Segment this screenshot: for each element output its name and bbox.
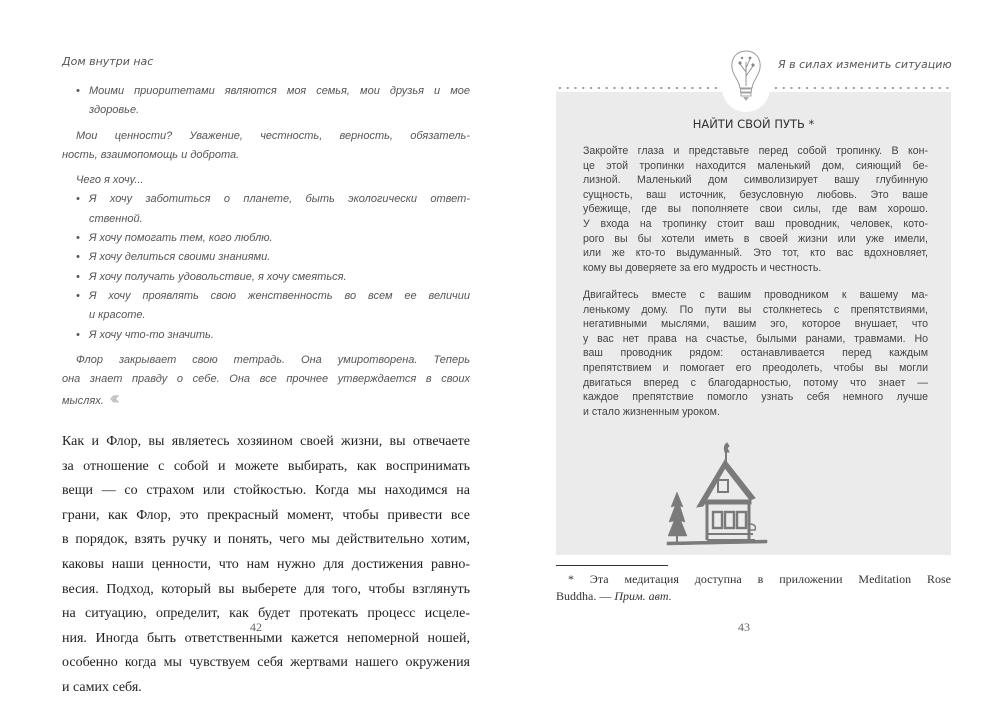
running-header-left: Дом внутри нас: [62, 55, 154, 68]
bullet-item: • Моими приоритетами являются моя семья, мои друзья и мое: [89, 82, 470, 101]
italic-line: ность, взаимопомощь и доброта.: [62, 148, 240, 161]
box-title: НАЙТИ СВОЙ ПУТЬ *: [692, 117, 815, 131]
italic-line: ственной.: [89, 212, 143, 225]
page-number-left: 42: [250, 620, 262, 634]
box-line: или же кто-то выдуманный. Это тот, кто вас вдохновляет,: [583, 247, 928, 260]
box-line: двигаться вперед с благодарностью, потому что знает —: [583, 376, 928, 389]
italic-line: и красоте.: [89, 309, 146, 322]
box-line: Закройте глаза и представьте перед собой тропинку. В кон-: [583, 145, 928, 157]
box-line: ваш проводник рядом: останавливается перед каждым: [583, 347, 928, 360]
body-line: и самих себя.: [62, 679, 142, 695]
bullet-item: • Я хочу проявлять свою женственность во всем ее величии: [89, 287, 470, 306]
box-line: у вас нет права на счастье, былыми ранами, травмами. Но: [583, 332, 928, 345]
lightbulb-plant-icon: [729, 48, 763, 104]
box-line: каждое препятствие помогло узнать себя немного лучше: [583, 391, 928, 404]
italic-line: Мои ценности? Уважение, честность, верность, обязатель-: [76, 129, 470, 142]
house-illustration: [655, 442, 775, 547]
dotted-divider-left: [556, 87, 721, 89]
box-line: сущность, ваш источник, безусловную любовь. Это ваше: [583, 188, 928, 201]
italic-line: она знает правду о себе. Она все прочнее утверждается в своих: [62, 373, 470, 386]
footnote-note: Прим. авт.: [614, 589, 672, 603]
box-line: кому вы доверяете за его мудрость и честность.: [583, 261, 822, 274]
running-header-right: Я в силах изменить ситуацию: [778, 58, 952, 71]
bullet-item: • Я хочу получать удовольствие, я хочу смеяться.: [89, 268, 470, 287]
box-line: убежище, где вы пополняете свои силы, где вам хорошо.: [583, 203, 928, 216]
footnote-line: * Эта медитация доступна в приложении Meditation Rose: [568, 572, 951, 586]
bullet-item: • Я хочу помогать тем, кого люблю.: [89, 229, 470, 248]
box-line: препятствием и помогает его преодолеть, чтобы вы могли: [583, 361, 928, 374]
body-line: за отношение с собой и можете выбирать, как воспринимать: [62, 458, 470, 474]
footnote-source: Buddha. —: [556, 589, 615, 603]
body-line: каковы наши ценности, что нам нужно для достижения равно-: [62, 556, 470, 572]
bullet-item: • Я хочу заботиться о планете, быть экологически ответ-: [89, 190, 470, 209]
box-line: рого вы бы хотели иметь в своей жизни или уже имели,: [583, 232, 928, 245]
page-number-right: 43: [738, 620, 750, 634]
body-line: ния. Иногда быть ответственными кажется непомерной ношей,: [62, 630, 470, 646]
box-paragraph-1: [583, 144, 928, 275]
box-line: негативными мыслями, вашим эго, которое внушает, что: [583, 318, 928, 331]
body-line: на ситуацию, определит, как будет протекать процесс исцеле-: [62, 606, 470, 622]
body-paragraph: [62, 430, 470, 701]
footnote: [556, 571, 951, 605]
italic-line: мыслях. ‹‹‹: [62, 388, 116, 409]
bullet-item: • Я хочу делиться своими знаниями.: [89, 248, 470, 267]
box-line: и стало жизненным уроком.: [583, 405, 720, 418]
box-line: ленькому дому. По пути вы столкнетесь с препятствиями,: [583, 303, 928, 316]
body-line: Как и Флор, вы являетесь хозяином своей жизни, вы отвечаете: [62, 434, 470, 449]
body-line: особенно когда мы чувствуем себя жертвами нашего окружения: [62, 655, 470, 671]
footnote-rule: [556, 565, 668, 566]
bullet-item: • Я хочу что-то значить.: [89, 326, 470, 345]
italic-line: Флор закрывает свою тетрадь. Она умиротворена. Теперь: [76, 353, 470, 366]
box-paragraph-2: [583, 288, 928, 419]
end-chevrons-icon: ‹‹‹: [109, 388, 116, 409]
box-line: У входа на тропинку стоит ваш проводник, человек, кото-: [583, 217, 928, 230]
italic-block: [62, 82, 470, 412]
body-line: вещи — со страхом или стойкостью. Когда мы находимся на: [62, 483, 470, 499]
box-line: Двигайтесь вместе с вашим проводником к вашему ма-: [583, 289, 928, 301]
body-line: весия. Подход, который вы выберете для того, чтобы взглянуть: [62, 581, 470, 597]
box-line: лизной. Маленький дом символизирует вашу глубинную: [583, 174, 928, 187]
box-line: це этой тропинки находится маленький дом, сияющий бе-: [583, 159, 928, 172]
body-line: грани, как Флор, это прекрасный момент, чтобы привести все: [62, 507, 470, 523]
italic-line: Чего я хочу...: [76, 174, 144, 187]
italic-line: здоровье.: [89, 104, 140, 117]
dotted-divider-right: [772, 87, 952, 89]
body-line: в порядок, взять ручку и понять, чего мы действительно хотим,: [62, 532, 470, 548]
